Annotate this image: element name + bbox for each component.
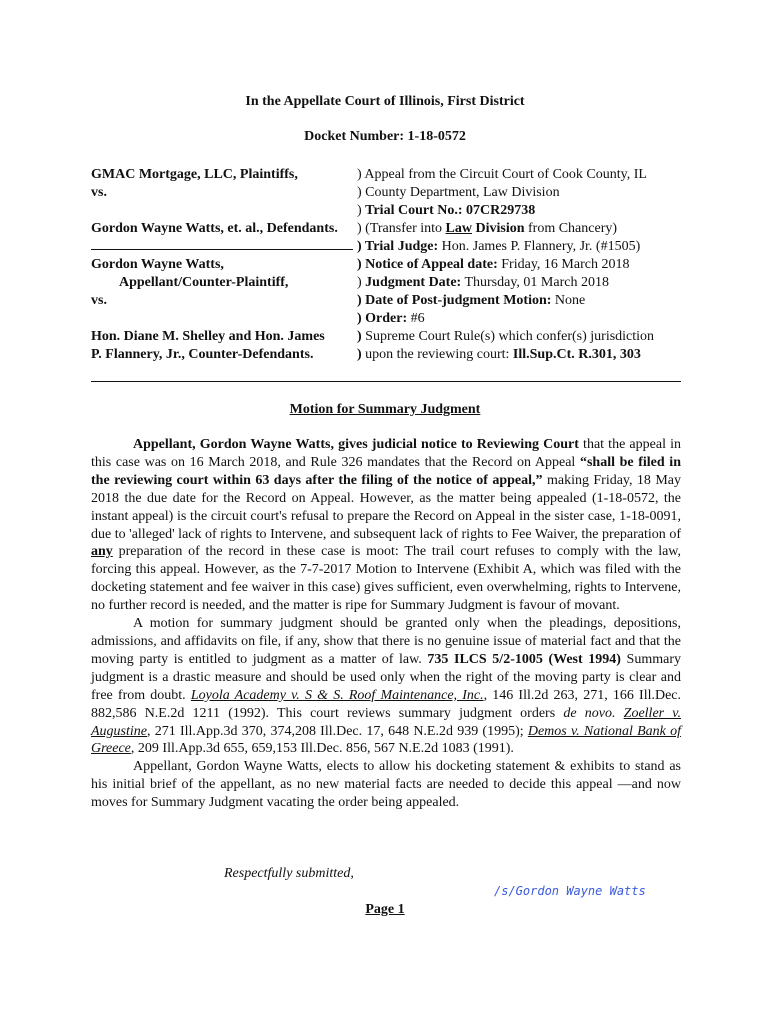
caption-vs-2: vs.: [91, 293, 107, 308]
caption-notice-date: ) Notice of Appeal date: Friday, 16 March 2018: [357, 257, 630, 272]
caption-defendants: Gordon Wayne Watts, et. al., Defendants.: [91, 221, 338, 236]
caption-divider: [91, 249, 353, 250]
caption-counter-def-2: P. Flannery, Jr., Counter-Defendants.: [91, 347, 314, 362]
signature: /s/Gordon Wayne Watts: [494, 884, 646, 898]
docket-number: Docket Number: 1-18-0572: [304, 129, 466, 144]
caption-order: ) Order: #6: [357, 311, 425, 326]
paragraph-2: A motion for summary judgment should be granted only when the pleadings, depositions, admissions, and affidavits on file, if any, show that there is no genuine issue of material fact and that the moving party is entitled to judgment as a matter of law. 735 ILCS 5/2-1005 (West 1994) Summary judgment is a drastic measure and should be used only when the right of the moving party is clear and free from doubt. Loyola Academy v. S & S. Roof Maintenance, Inc., 146 Ill.2d 263, 271, 166 Ill.Dec. 882,586 N.E.2d 1211 (1992). This court reviews summary judgment orders de novo. Zoeller v. Augustine, 271 Ill.App.3d 370, 374,208 Ill.Dec. 17, 648 N.E.2d 939 (1995); Demos v. National Bank of Greece, 209 Ill.App.3d 655, 659,153 Ill.Dec. 856, 567 N.E.2d 1083 (1991).: [91, 616, 682, 757]
caption-trial-judge: ) Trial Judge: Hon. James P. Flannery, Jr. (#1505): [357, 239, 641, 254]
caption-counter-def-1: Hon. Diane M. Shelley and Hon. James: [91, 329, 325, 344]
closing-text: Respectfully submitted,: [224, 866, 354, 881]
case-caption: [91, 166, 681, 364]
motion-title: Motion for Summary Judgment: [289, 402, 481, 417]
page-number: Page 1: [365, 902, 405, 917]
court-title: In the Appellate Court of Illinois, First District: [245, 94, 525, 109]
caption-appellant-name: Gordon Wayne Watts,: [91, 257, 224, 272]
caption-plaintiffs: GMAC Mortgage, LLC, Plaintiffs,: [91, 167, 298, 182]
caption-supreme-rules: ) Supreme Court Rule(s) which confer(s) jurisdiction: [357, 329, 655, 344]
caption-vs-1: vs.: [91, 185, 107, 200]
caption-appeal-from: ) Appeal from the Circuit Court of Cook County, IL: [357, 167, 647, 182]
motion-body: [91, 436, 681, 812]
case-citation-loyola: Loyola Academy v. S & S. Roof Maintenance, Inc.: [190, 687, 484, 703]
caption-appellant-role: Appellant/Counter-Plaintiff,: [119, 275, 289, 290]
caption-post-judgment: ) Date of Post-judgment Motion: None: [357, 293, 586, 308]
paragraph-1: Appellant, Gordon Wayne Watts, gives judicial notice to Reviewing Court that the appeal in this case was on 16 March 2018, and Rule 326 mandates that the Record on Appeal “shall be filed in the reviewing court within 63 days after the filing of the notice of appeal,” making Friday, 18 May 2018 the due date for the Record on Appeal. However, as the matter being appealed (1-18-0572, the instant appeal) is the circuit court's refusal to prepare the Record on Appeal in the sister case, 1-18-0091, due to 'alleged' lack of rights to Intervene, and subsequent lack of rights to Fee Waiver, the preparation of any preparation of the record in these case is moot: The trail court refuses to comply with the law, forcing this appeal. However, as the 7-7-2017 Motion to Intervene (Exhibit A, which was filed with the docketing statement and fee waiver in this case) gives sufficient, even overwhelming, rights to Intervene, no further record is needed, and the matter is ripe for Summary Judgment is favour of movant.: [91, 437, 681, 614]
caption-judgment-date: ) Judgment Date: Thursday, 01 March 2018: [357, 275, 609, 290]
caption-trial-court-no: ) Trial Court No.: 07CR29738: [357, 203, 536, 218]
case-citation-zoeller: Zoeller v. Augustine: [91, 705, 681, 739]
paragraph-3: Appellant, Gordon Wayne Watts, elects to allow his docketing statement & exhibits to stand as his initial brief of the appellant, as no new material facts are needed to decide this appeal —and now moves for Summary Judgment vacating the order being appealed.: [91, 759, 681, 811]
caption-county-dept: ) County Department, Law Division: [357, 185, 560, 200]
section-divider: [91, 381, 681, 382]
caption-transfer: ) (Transfer into Law Division from Chancery): [357, 221, 618, 236]
caption-reviewing-court: ) upon the reviewing court: Ill.Sup.Ct. R.301, 303: [357, 347, 641, 362]
case-citation-demos: Demos v. National Bank of Greece: [91, 723, 681, 757]
